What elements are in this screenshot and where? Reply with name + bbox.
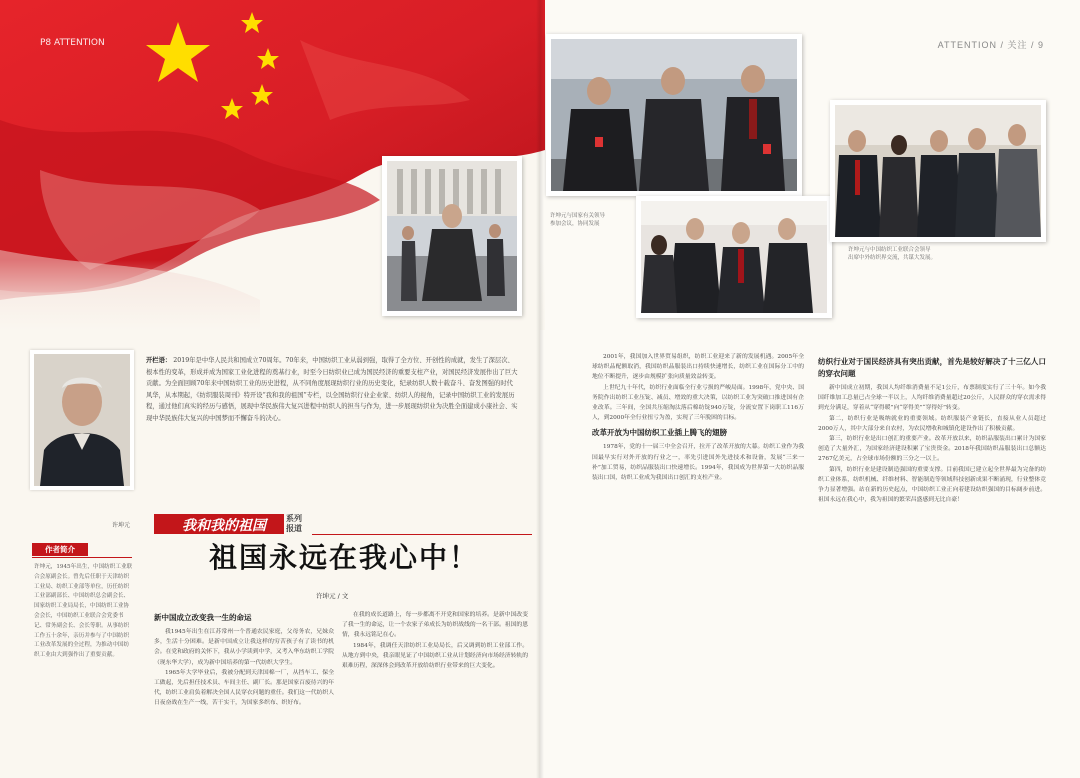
byline: 许坤元 / 文 [316, 592, 349, 600]
series-banner [154, 511, 534, 537]
body-column-3 [592, 352, 804, 483]
author-portrait [30, 350, 134, 490]
section-2-p3: 2001年，我国加入世界贸易组织，纺织工业迎来了新的发展机遇。2005年全球纺织品配额取消，我国纺织品服装出口持续快速增长，纺织工业在国际分工中的地位不断提升，逐步由规模扩张向质量效益转变。 [592, 354, 804, 381]
folio-right: ATTENTION / 关注 / 9 [937, 40, 1044, 50]
section-2-heading: 改革开放为中国纺织工业插上腾飞的翅膀 [592, 428, 727, 438]
body-column-1 [154, 608, 334, 709]
bio-rule [32, 557, 132, 558]
section-1-heading: 新中国成立改变我一生的命运 [154, 613, 252, 622]
intro-lead: 开栏语： [146, 357, 172, 364]
body-column-2 [342, 610, 528, 671]
section-3-p2: 第二，纺织行业是吸纳就业的重要领域。纺织服装产业链长，直接从业人员超过2000万人，其中大部分来自农村，为农民增收和城镇化建设作出了积极贡献。 [818, 415, 1046, 432]
intro-paragraph [146, 355, 518, 424]
bio-heading: 作者简介 [32, 543, 88, 556]
section-1-p3: 在我的成长道路上，每一步都离不开党和国家的培养。是新中国改变了我一生的命运，让一个农家子弟成长为纺织战线的一名干部。祖国的恩情，我永远铭记在心。 [342, 612, 528, 639]
section-1-p4: 1984年，我调任天津纺织工业局局长，后又调到纺织工业部工作。从地方到中央，我亲眼见证了中国纺织工业从计划经济向市场经济转轨的艰难历程，深深体会到改革开放给纺织行业带来的巨大变化。 [342, 642, 528, 670]
section-1-p1: 我1945年出生在江苏常州一个普通农民家庭，父母务农，兄妹众多，生活十分困难。是新中国成立让我这样的穷苦孩子有了读书的机会。在党和政府的关怀下，我从小学读到中学，又考入华东纺织工学院（现东华大学），成为新中国培养的第一代纺织大学生。 [154, 629, 334, 666]
photo-group-three [546, 34, 802, 196]
photo-leaders-right [830, 100, 1046, 242]
body-column-4 [818, 352, 1046, 505]
intro-text: 2019年是中华人民共和国成立70周年。70年来，中国纺织工业从弱到强，取得了全方位、开创性的成就，发生了深层次、根本性的变革，形成并成为国家工业化进程的奠基行业，时至今日纺织业已成为国民经济的重要支柱产业，对国民经济发展作出了巨大贡献。为全面回顾70年来中国纺织工业的历史进程，从不同角度展现纺织行业的历史变化，纪录纺织人数十载奋斗、奋发图强的时代风华，从本期起，《纺织服装周刊》特开设“我和我的祖国”专栏，以全国纺织行业企业家、纺织人的视角，记录中国纺织工业的发展历程，通过他们真实的经历与感悟，展现中华民族伟大复兴进程中纺织人的担当与作为，进一步展现纺织业为决胜全面建成小康社会、实现中华民族伟大复兴的中国梦而不懈奋斗的决心。 [146, 357, 518, 422]
photo-street-walk [382, 156, 522, 316]
portrait-name: 许坤元 [112, 522, 131, 529]
series-tag-1: 系列 [286, 514, 302, 523]
photo-meeting [636, 196, 832, 318]
series-title: 我和我的祖国 [182, 518, 266, 534]
caption-leaders-right: 许坤元与中国纺织工业联合会领导 出席中外纺织界交流，共谋大发展。 [848, 247, 937, 261]
article-headline: 祖国永远在我心中！ [208, 541, 479, 574]
caption-street: 许坤元与国家有关领导 参加会议，协同发展 [550, 213, 606, 227]
series-tag-2: 报道 [286, 524, 302, 533]
section-3-p3: 第三，纺织行业是出口创汇的重要产业。改革开放以来，纺织品服装出口累计为国家创造了大量外汇，为国家经济建设积累了宝贵资金。2018年我国纺织品服装出口总额达2767亿美元，占全球市场份额的三分之一以上。 [818, 436, 1046, 463]
page-gutter [536, 0, 544, 778]
section-2-p2: 上世纪九十年代，纺织行业面临全行业亏损的严峻局面。1998年，党中央、国务院作出纺织工业压锭、减员、增效的重大决策，以纺织工业为突破口推进国有企业改革。三年间，全国共压缩淘汰落后棉纺锭940万锭，分流安置下岗职工116万人，到2000年全行业扭亏为盈，实现了三年脱困的目标。 [592, 384, 804, 422]
author-bio: 许坤元，1945年出生，中国纺织工业联合会原副会长。曾先后任职于天津纺织工业局、纺织工业部等单位，历任纺织工业部副部长、中国纺织总会副会长、国家纺织工业局局长，中国纺织工业协会会长，中国纺织工业联合会党委书记、常务副会长、会长等职。从事纺织工作五十余年，亲历并参与了中国纺织工业改革发展的全过程，为推动中国纺织工业由大到强作出了重要贡献。 [34, 564, 133, 659]
section-2-p1: 1978年，党的十一届三中全会召开，拉开了改革开放的大幕。纺织工业作为我国最早实行对外开放的行业之一，率先引进国外先进技术和设备，发展“三来一补”加工贸易，纺织品服装出口快速增长。1994年，我国成为世界第一大纺织品服装出口国，纺织工业成为我国出口创汇的支柱产业。 [592, 444, 804, 482]
section-1-p2: 1965年大学毕业后，我被分配到天津国棉一厂，从挡车工、保全工做起，先后担任技术员、车间主任、副厂长。那是国家百废待兴的年代，纺织工业肩负着解决全国人民穿衣问题的重任。我们这一代纺织人日夜奋战在生产一线，苦干实干，为国家多织布、织好布。 [154, 669, 334, 707]
series-rule [312, 534, 532, 535]
section-3-p1: 新中国成立初期，我国人均纤维消费量不足1公斤，布票制度实行了三十年。如今我国纤维加工总量已占全球一半以上，人均纤维消费量超过20公斤，人民群众的穿衣需求得到充分满足，穿着从“穿得暖”向“穿得美”“穿得好”转变。 [818, 385, 1046, 412]
section-3-heading: 纺织行业对于国民经济具有突出贡献，首先是较好解决了十三亿人口的穿衣问题 [818, 357, 1046, 378]
folio-left: P8 ATTENTION [40, 38, 105, 48]
series-tag [286, 514, 302, 534]
section-3-p4: 第四，纺织行业是建设制造强国的重要支撑。目前我国已建立起全世界最为完备的纺织工业体系，纺织机械、纤维材料、智能制造等领域科技创新成果不断涌现，行业整体竞争力显著增强。站在新的历史起点，中国纺织工业正向着建设纺织强国的目标阔步前进。祖国永远在我心中，我为祖国的繁荣昌盛感到无比自豪！ [818, 466, 1046, 504]
